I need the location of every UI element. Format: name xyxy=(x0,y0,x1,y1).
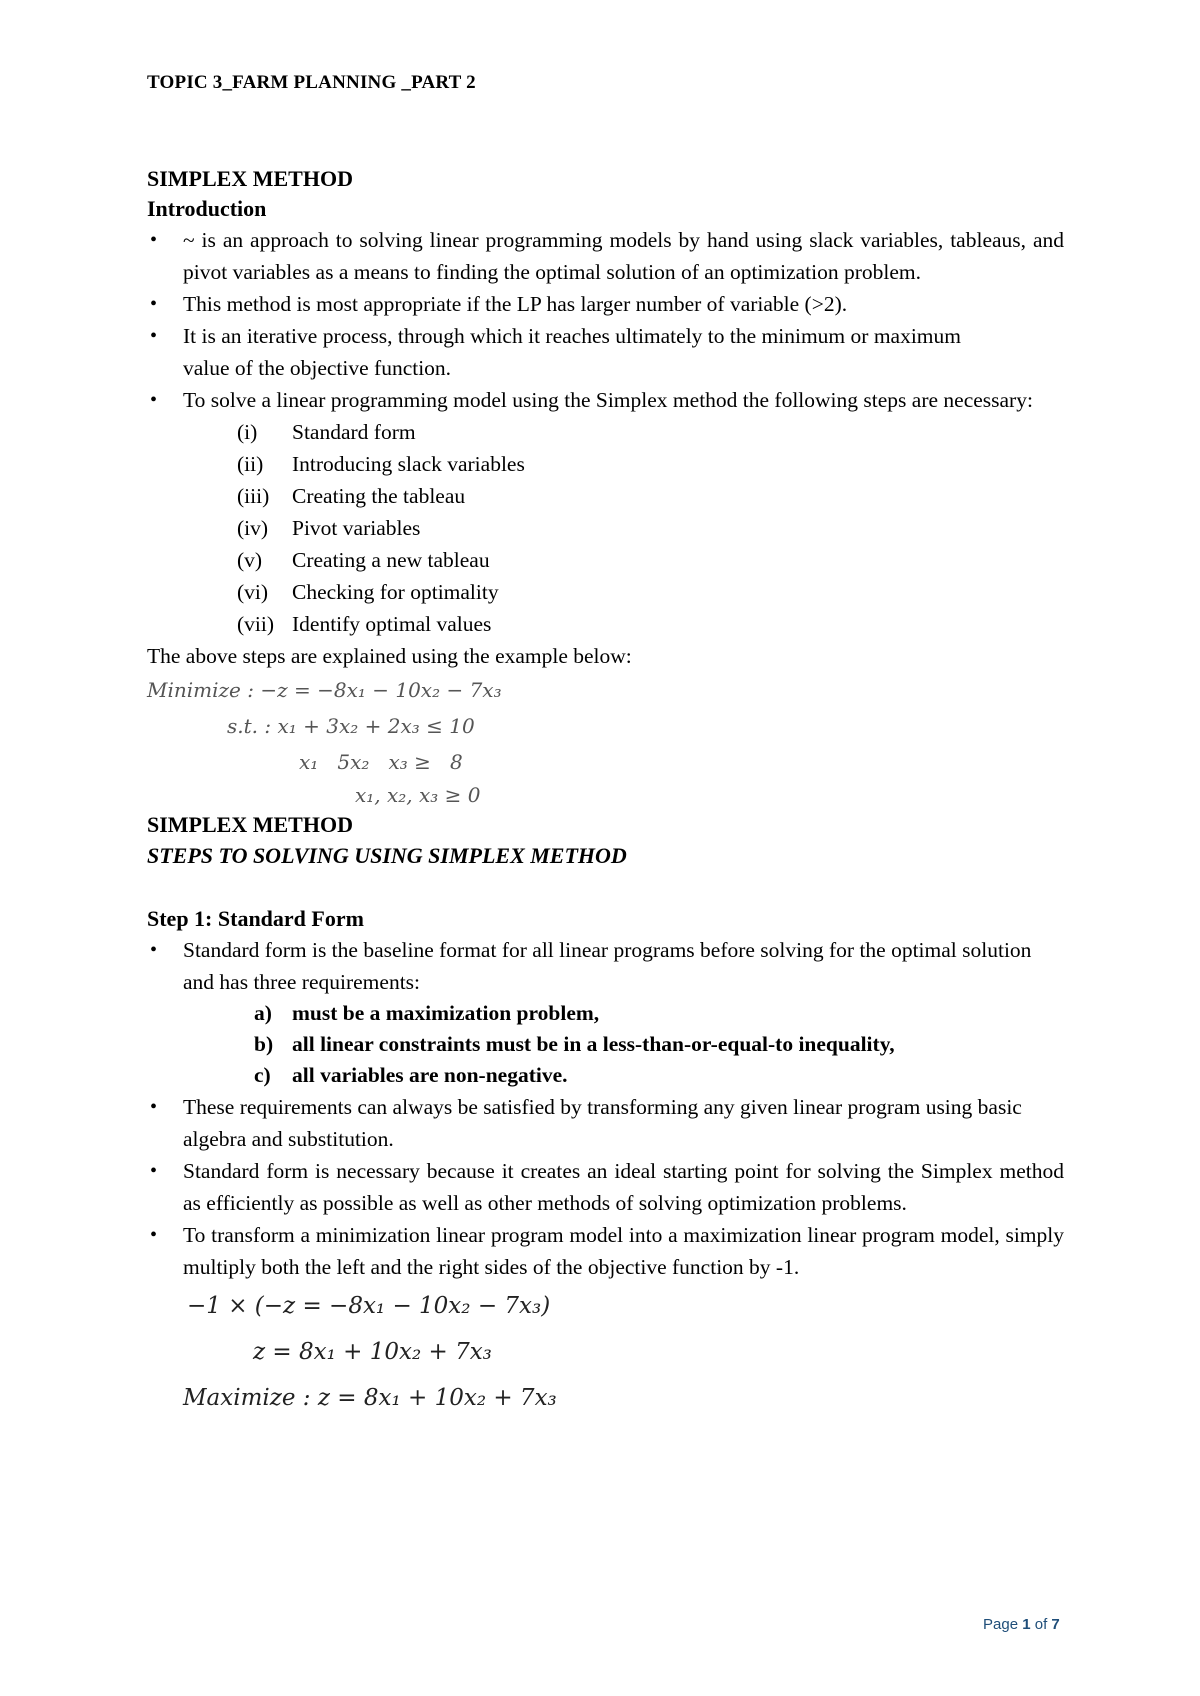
transformation-equations xyxy=(147,1283,1064,1421)
list-item: • ~ is an approach to solving linear programming models by hand using slack variables, tableaus, and pivot variables as a means to finding the optimal solution of an optimization problem. xyxy=(147,224,1064,288)
list-item: (i) Standard form xyxy=(237,420,416,444)
constraint-equation-1: s.t. : x₁ + 3x₂ + 2x₃ ≤ 10 xyxy=(227,714,475,738)
intro-bullet-list xyxy=(147,224,1064,416)
page-header: TOPIC 3_FARM PLANNING _PART 2 xyxy=(147,72,476,93)
list-item: (vii) Identify optimal values xyxy=(237,612,492,636)
list-item: (ii) Introducing slack variables xyxy=(237,452,525,476)
section2-title: SIMPLEX METHOD xyxy=(147,812,353,837)
steps-list xyxy=(147,416,1064,640)
example-intro: The above steps are explained using the example below: xyxy=(147,644,632,668)
page-number: 1 xyxy=(1022,1616,1031,1633)
nonnegativity-equation: x₁, x₂, x₃ ≥ 0 xyxy=(355,783,481,807)
list-item: • This method is most appropriate if the LP has larger number of variable (>2). xyxy=(147,288,1064,320)
list-item: • It is an iterative process, through which it reaches ultimately to the minimum or maximum value of the objective function. xyxy=(147,320,1064,384)
transform-equation-3: Maximize : z = 8x₁ + 10x₂ + 7x₃ xyxy=(183,1385,557,1411)
section1-subtitle: Introduction xyxy=(147,196,267,221)
list-item: (iii) Creating the tableau xyxy=(237,484,466,508)
page-total: 7 xyxy=(1051,1616,1060,1633)
requirements-list xyxy=(147,998,1064,1091)
list-item: (v) Creating a new tableau xyxy=(237,548,490,572)
section2-subtitle: STEPS TO SOLVING USING SIMPLEX METHOD xyxy=(147,843,627,868)
objective-equation: Minimize : −z = −8x₁ − 10x₂ − 7x₃ xyxy=(147,678,502,702)
list-item: c) all variables are non-negative. xyxy=(254,1063,568,1087)
section1-title: SIMPLEX METHOD xyxy=(147,166,353,191)
list-item: (iv) Pivot variables xyxy=(237,516,421,540)
example-equations xyxy=(147,672,1064,810)
constraint-equation-2: x₁ 5x₂ x₃ ≥ 8 xyxy=(299,750,463,774)
standard-form-bullet-list xyxy=(147,934,1064,998)
document-body xyxy=(147,164,1064,1421)
transform-equation-2: z = 8x₁ + 10x₂ + 7x₃ xyxy=(253,1339,492,1365)
list-item: • To transform a minimization linear program model into a maximization linear program model, simply multiply both the left and the right sides of the objective function by -1. xyxy=(147,1219,1064,1283)
standard-form-notes-list xyxy=(147,1091,1064,1283)
list-item: • Standard form is necessary because it creates an ideal starting point for solving the Simplex method as efficiently as possible as well as other methods of solving optimization problems. xyxy=(147,1155,1064,1219)
list-item: (vi) Checking for optimality xyxy=(237,580,499,604)
list-item: • To solve a linear programming model using the Simplex method the following steps are necessary: xyxy=(147,384,1064,416)
list-item: a) must be a maximization problem, xyxy=(254,1001,600,1025)
transform-equation-1: −1 × (−z = −8x₁ − 10x₂ − 7x₃) xyxy=(187,1293,551,1319)
list-item: • Standard form is the baseline format for all linear programs before solving for the optimal solution and has three requirements: xyxy=(147,934,1064,998)
page-footer: Page 1 of 7 xyxy=(983,1616,1060,1633)
list-item: • These requirements can always be satisfied by transforming any given linear program using basic algebra and substitution. xyxy=(147,1091,1064,1155)
step1-title: Step 1: Standard Form xyxy=(147,906,364,931)
list-item: b) all linear constraints must be in a less-than-or-equal-to inequality, xyxy=(254,1032,895,1056)
